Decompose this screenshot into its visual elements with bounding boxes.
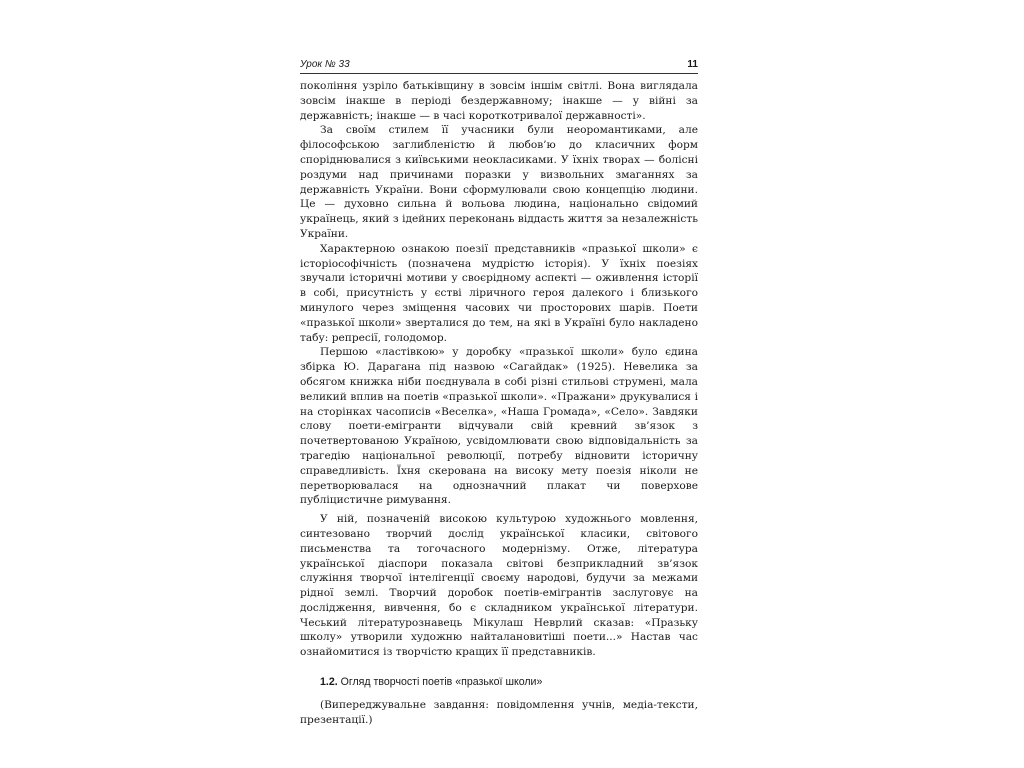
page-number: 11 bbox=[687, 59, 698, 70]
paragraph-continued: покоління узріло батьківщину в зовсім іншім світлі. Вона виглядала зовсім інакше в періоді бездержавному; інакше — у війні за державність; інакше — в часі короткотривалої державності». bbox=[300, 80, 698, 122]
section-number: 1.2. bbox=[320, 676, 338, 689]
book-page bbox=[300, 56, 698, 728]
paragraph: Першою «ластівкою» у доробку «празької школи» було єдина збірка Ю. Дарагана під назвою «Сагайдак» (1925). Невелика за обсягом книжка ніби поєднувала в собі різні стильові струмені, мала великий вплив на поетів «празької школи». «Пражани» друкувалися і на сторінках часописів «Веселка», «Наша Громада», «Село». Завдяки слову поети-емігранти відчували свій кревний зв’язок з почетвертованою Україною, усвідомлювати свою відповідальність за трагедію національної революції, потребу відновити історичну справедливість. Їхня скерована на високу мету поезія ніколи не перетворювалася на однозначний плакат чи поверхове публіцистичне римування. bbox=[300, 346, 698, 507]
paragraph: У ній, позначеній високою культурою художнього мовлення, синтезовано творчий дослід української класики, світового письменства та тогочасного модернізму. Отже, література української діаспори показала світові безприкладний зв’язок служіння творчої інтелігенції своєму народові, будучи за межами рідної землі. Творчий доробок поетів-емігрантів заслуговує на дослідження, вивчення, бо є складником української літератури. Чеський літературознавець Мікулаш Неврлий сказав: «Празьку школу» утворили художню найталановитіші поети...» Настав час ознайомитися із творчістю кращих її представників. bbox=[300, 513, 698, 659]
paragraph: Характерною ознакою поезії представників «празької школи» є історіософічність (позначена мудрістю історія). У їхніх поезіях звучали історичні мотиви у своєрідному аспекті — оживлення історії в собі, присутність у єстві ліричного героя далекого і близького минулого через зміщення часових чи просторових шарів. Поети «празької школи» зверталися до тем, на які в Україні було накладено табу: репресії, голодомор. bbox=[300, 242, 698, 344]
running-header bbox=[300, 56, 698, 74]
task-text: (Випереджувальне завдання: повідомлення учнів, медіа-тексти, презентації.) bbox=[300, 699, 698, 726]
task-block bbox=[300, 698, 698, 728]
section-title: Огляд творчості поетів «празької школи» bbox=[337, 676, 543, 689]
section-heading bbox=[320, 675, 698, 689]
page-body bbox=[300, 79, 698, 728]
paragraph: За своїм стилем її учасники були неоромантиками, але філософською заглибленістю й любов’ю до класичних форм споріднювалися з київськими неокласиками. У їхніх творах — болісні роздуми над причинами поразки у визвольних змаганнях за державність України. Вони сформулювали свою концепцію людини. Це — духовно сильна й вольова людина, національно свідомий українець, який з ідейних переконань віддасть життя за незалежність України. bbox=[300, 124, 698, 240]
lesson-title: Урок № 33 bbox=[300, 59, 350, 70]
